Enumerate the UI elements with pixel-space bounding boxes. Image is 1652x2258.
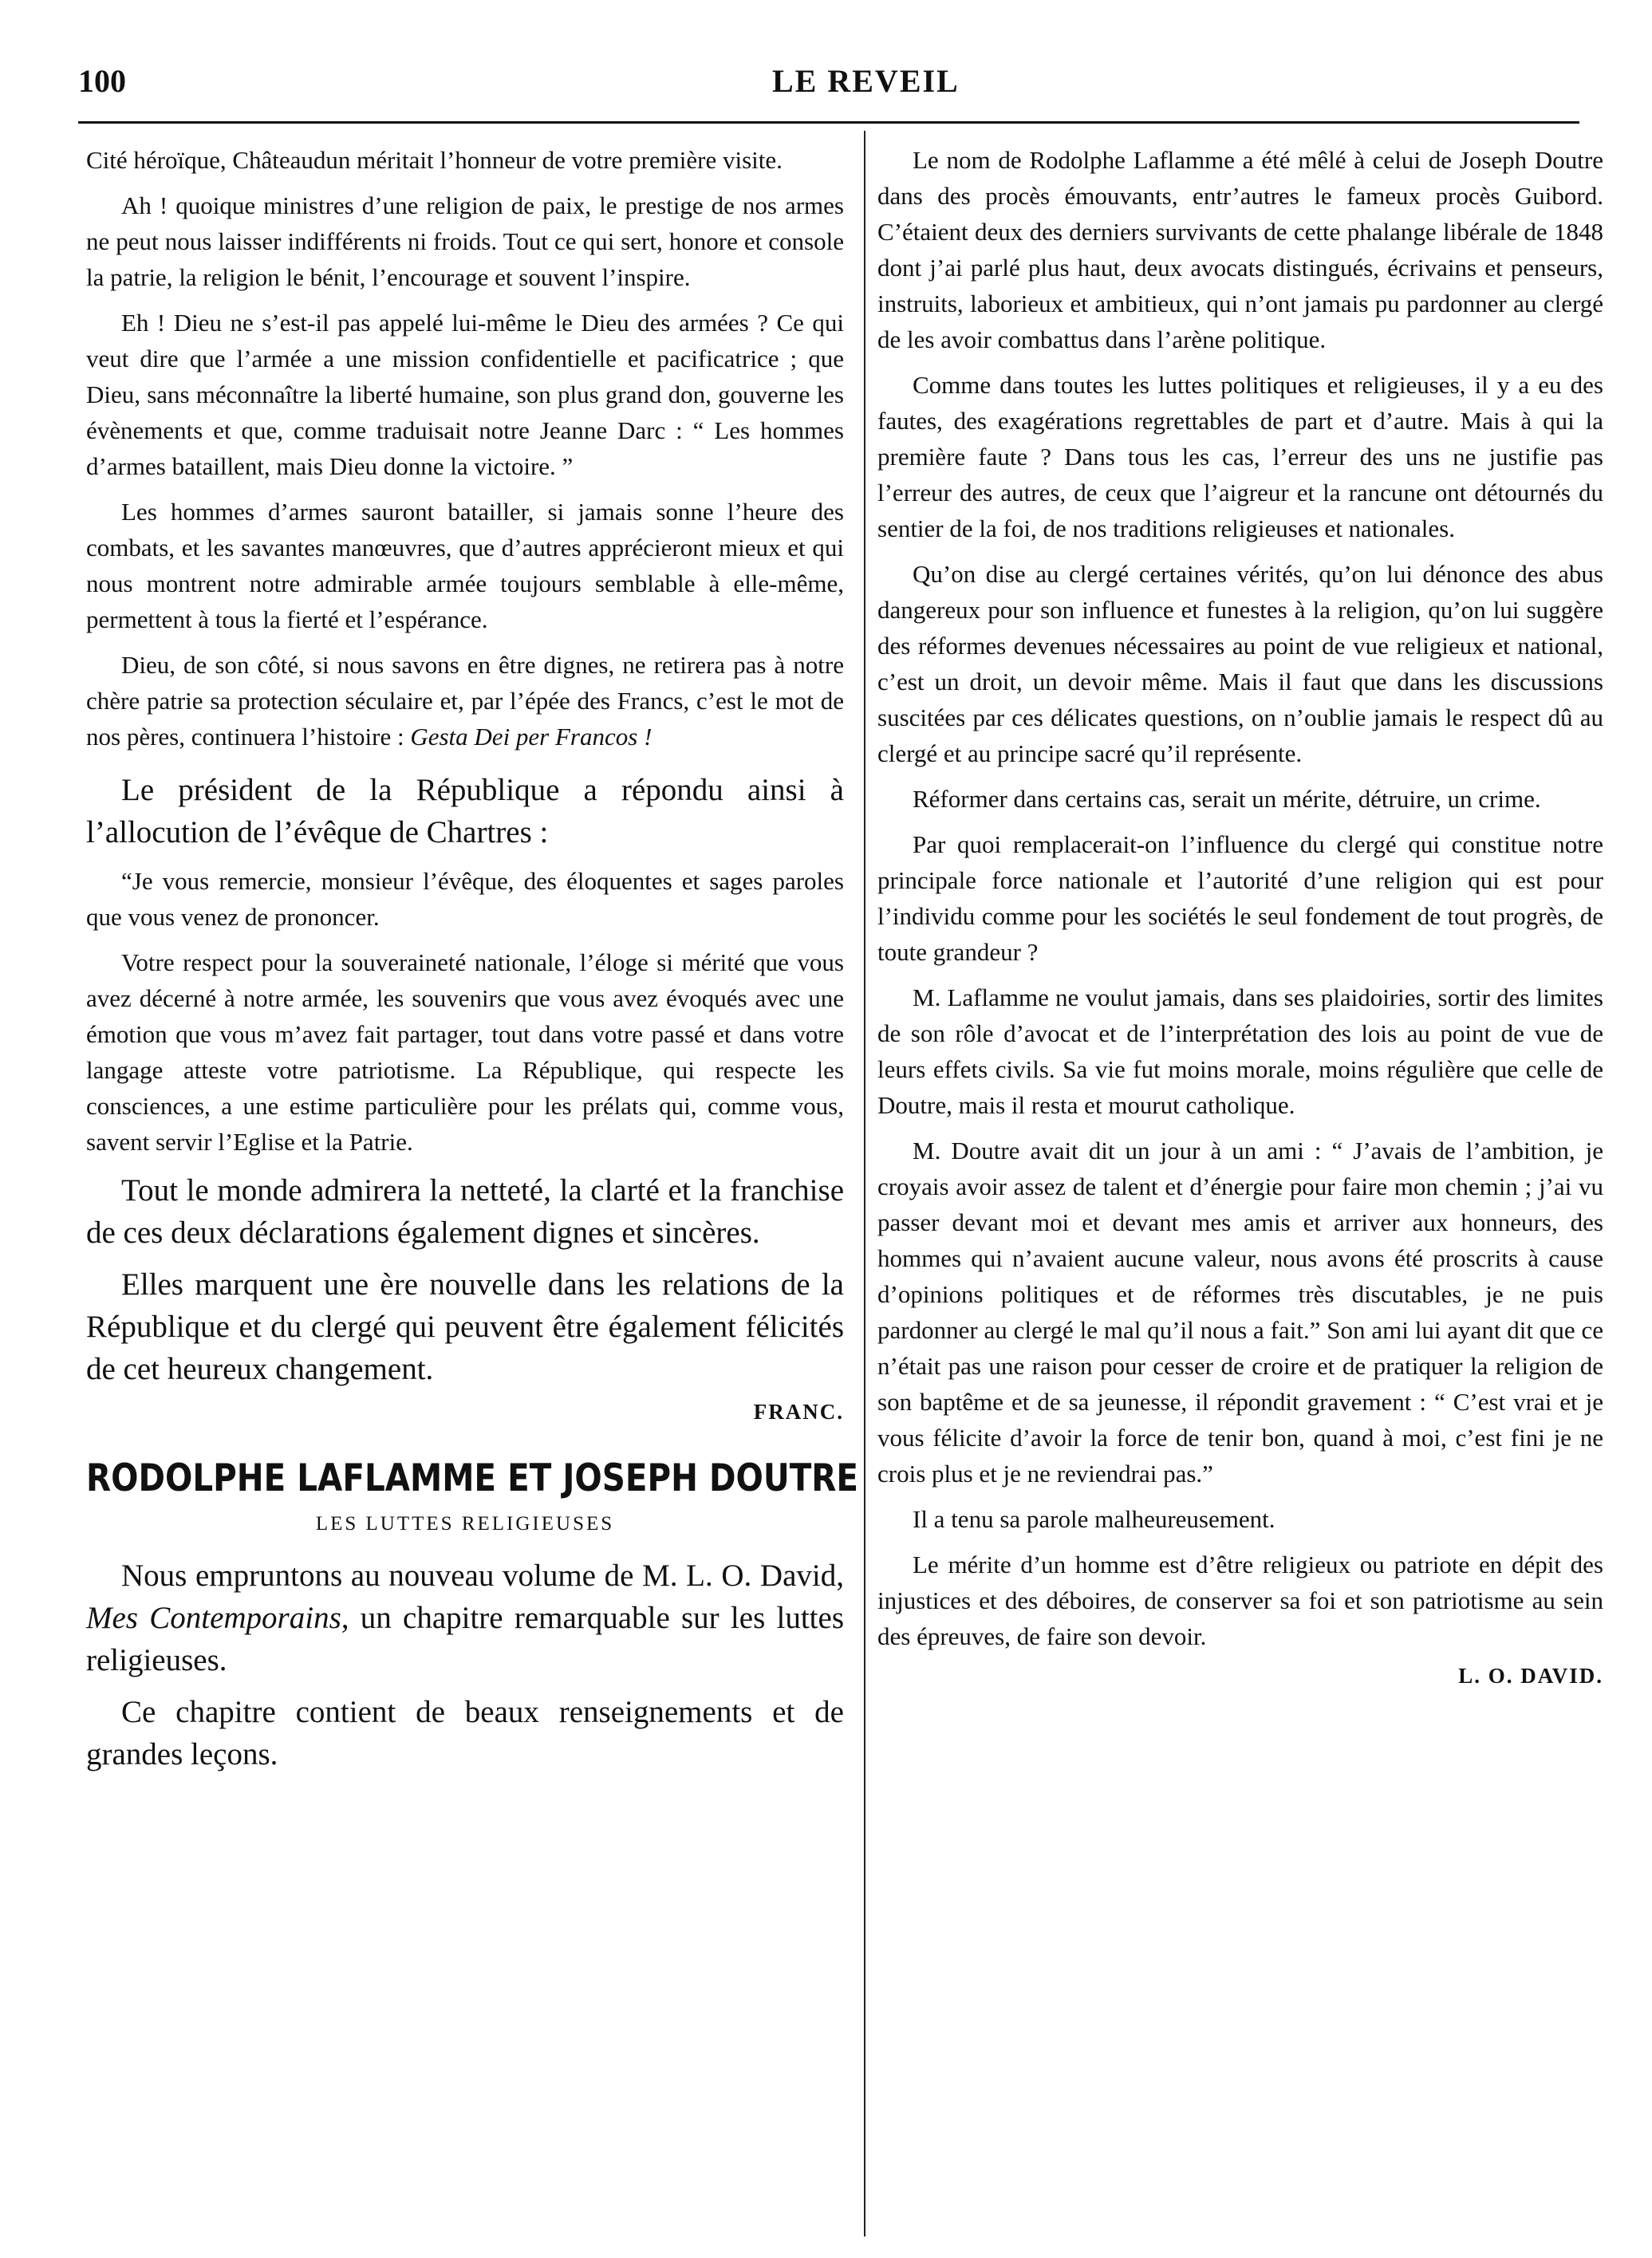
author-signature: L. O. DAVID.	[1458, 1664, 1603, 1688]
commentary-paragraph: Tout le monde admirera la netteté, la clarté et la franchise de ces deux déclarations également dignes et sincères.	[86, 1173, 844, 1250]
paragraph: Qu’on dise au clergé certaines vérités, qu’on lui dénonce des abus dangereux pour son influence et funestes à la religion, qu’on lui suggère des réformes devenues nécessaires au point de vue religieux et national, c’est un droit, un devoir même. Mais il faut que dans les discussions suscitées par ces délicates questions, on n’oublie jamais le respect dû au clergé et au principe sacré qu’il représente.	[877, 560, 1603, 767]
commentary-paragraph: Elles marquent une ère nouvelle dans les relations de la République et du clergé qui peuvent être également félicités de cet heureux changement.	[86, 1267, 844, 1386]
paragraph: Comme dans toutes les luttes politiques et religieuses, il y a eu des fautes, des exagérations regrettables de part et d’autre. Mais à qui la première faute ? Dans tous les cas, l’erreur des uns ne justifie pas l’erreur des autres, de ceux que l’aigreur et la rancune ont détournés du sentier de la foi, de nos traditions religieuses et nationales.	[877, 371, 1603, 542]
author-signature: FRANC.	[753, 1400, 844, 1424]
paragraph: M. Doutre avait dit un jour à un ami : “ J’avais de l’ambition, je croyais avoir assez de talent et d’énergie pour faire mon chemin ; j’ai vu passer devant moi et devant mes amis et arriver aux honneurs, des hommes qui n’avaient aucune valeur, nous avons été proscrits à cause d’opinions politiques et de réformes très discutables, je ne puis pardonner au clergé le mal qu’il nous a fait.” Son ami lui ayant dit que ce n’était pas une raison pour cesser de croire et de pratiquer la religion de son baptême et de sa jeunesse, il répondit gravement : “ C’est vrai et je vous félicite d’avoir la force de tenir bon, quand à moi, c’est fini je ne crois plus et je ne reviendrai pas.”	[877, 1137, 1603, 1488]
quoted-paragraph: “Je vous remercie, monsieur l’évêque, des éloquentes et sages paroles que vous venez de prononcer.	[86, 867, 844, 931]
paragraph: Ah ! quoique ministres d’une religion de paix, le prestige de nos armes ne peut nous laisser indifférents ni froids. Tout ce qui sert, honore et console la patrie, la religion le bénit, l’encourage et souvent l’inspire.	[86, 191, 844, 291]
paragraph	[86, 647, 844, 755]
paragraph: Le mérite d’un homme est d’être religieux ou patriote en dépit des injustices et des déboires, de conserver sa foi et son patriotisme au sein des épreuves, de faire son devoir.	[877, 1551, 1603, 1650]
page-header	[78, 62, 1578, 118]
paragraph	[86, 1555, 844, 1681]
paragraph-text: un chapitre remarquable sur les luttes religieuses.	[86, 1601, 844, 1677]
paragraph: Ce chapitre contient de beaux renseignements et de grandes leçons.	[86, 1695, 844, 1771]
page-number: 100	[78, 63, 126, 99]
paragraph: Cité héroïque, Châteaudun méritait l’honneur de votre première visite.	[86, 146, 783, 174]
running-title: LE REVEIL	[772, 63, 960, 99]
paragraph: M. Laflamme ne voulut jamais, dans ses plaidoiries, sortir des limites de son rôle d’avocat et de l’interprétation des lois au point de vue de leurs effets civils. Sa vie fut moins morale, moins régulière que celle de Doutre, mais il resta et mourut catholique.	[877, 983, 1603, 1119]
section-subtitle: LES LUTTES RELIGIEUSES	[315, 1513, 615, 1535]
section-title: RODOLPHE LAFLAMME ET JOSEPH DOUTRE	[86, 1456, 859, 1500]
paragraph-text: Dieu, de son côté, si nous savons en être dignes, ne retirera pas à notre chère patrie sa protection séculaire et, par l’épée des Francs, c’est le mot de nos pères, continuera l’histoire :	[86, 651, 844, 751]
paragraph: Il a tenu sa parole malheureusement.	[913, 1505, 1275, 1533]
quoted-paragraph: Votre respect pour la souveraineté nationale, l’éloge si mérité que vous avez décerné à notre armée, les souvenirs que vous avez évoqués avec une émotion que vous m’avez fait partager, tout dans votre passé et dans votre langage atteste votre patriotisme. La République, qui respecte les consciences, a une estime particulière pour les prélats qui, comme vous, savent servir l’Eglise et la Patrie.	[86, 948, 844, 1156]
header-rule	[78, 121, 1579, 124]
paragraph-text: Nous empruntons au nouveau volume de M. L. O. David,	[121, 1559, 844, 1593]
column-divider	[864, 131, 865, 2236]
paragraph: Les hommes d’armes sauront batailler, si jamais sonne l’heure des combats, et les savantes manœuvres, que d’autres apprécieront mieux et qui nous montrent notre admirable armée toujours semblable à elle-même, permettent à tous la fierté et l’espérance.	[86, 498, 844, 633]
book-title: Mes Contemporains,	[86, 1601, 349, 1635]
paragraph: Eh ! Dieu ne s’est-il pas appelé lui-même le Dieu des armées ? Ce qui veut dire que l’armée a une mission confidentielle et pacificatrice ; que Dieu, sans méconnaître la liberté humaine, son plus grand don, gouverne les évènements et que, comme traduisait notre Jeanne Darc : “ Les hommes d’armes bataillent, mais Dieu donne la victoire. ”	[86, 309, 844, 480]
reply-intro: Le président de la République a répondu ainsi à l’allocution de l’évêque de Chartres :	[86, 773, 844, 849]
latin-motto: Gesta Dei per Francos !	[410, 723, 653, 751]
paragraph: Par quoi remplacerait-on l’influence du clergé qui constitue notre principale force nationale et l’autorité d’une religion qui est pour l’individu comme pour les sociétés le seul fondement de tout progrès, de toute grandeur ?	[877, 830, 1603, 966]
paragraph: Le nom de Rodolphe Laflamme a été mêlé à celui de Joseph Doutre dans des procès émouvants, entr’autres le fameux procès Guibord. C’étaient deux des derniers survivants de cette phalange libérale de 1848 dont j’ai parlé plus haut, deux avocats distingués, écrivains et penseurs, instruits, laborieux et ambitieux, qui n’ont jamais pu pardonner au clergé de les avoir combattus dans l’arène politique.	[877, 146, 1603, 353]
paragraph: Réformer dans certains cas, serait un mérite, détruire, un crime.	[913, 785, 1541, 813]
right-column	[877, 142, 1603, 1701]
left-column	[86, 142, 859, 1785]
